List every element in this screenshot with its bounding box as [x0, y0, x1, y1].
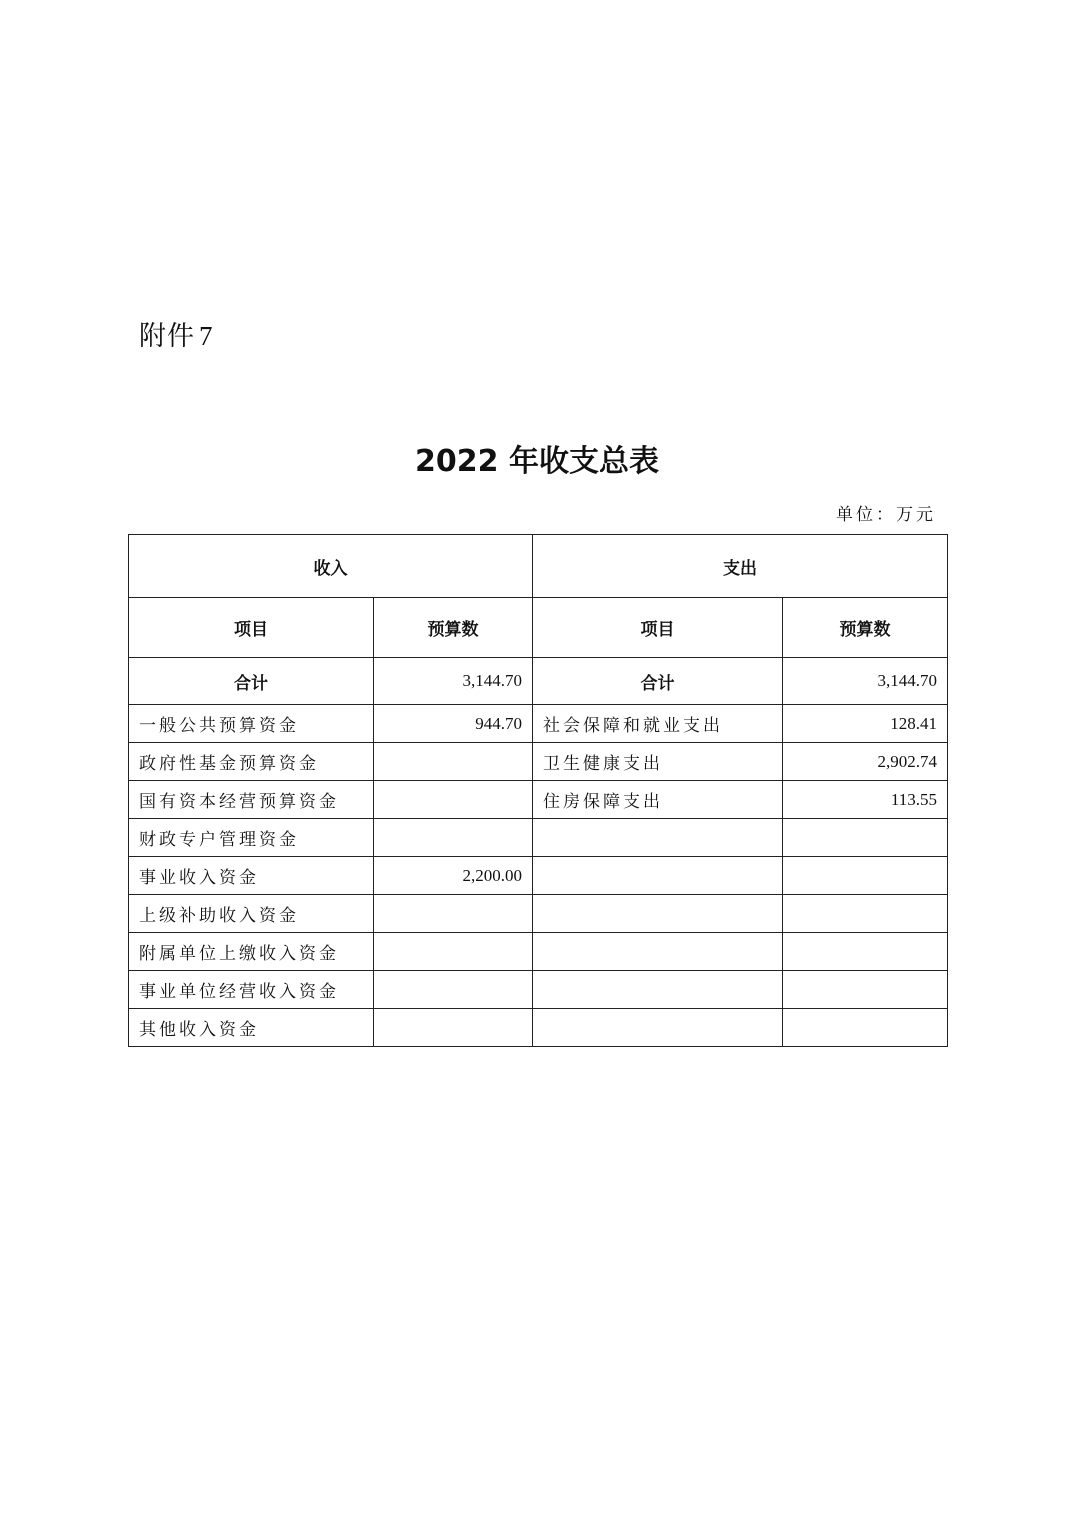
expense-item-cell [533, 933, 783, 971]
expense-item-cell: 住房保障支出 [533, 781, 783, 819]
unit-label: 单位：万元 [836, 505, 936, 525]
income-budget-header: 预算数 [374, 598, 533, 658]
income-value-cell: 2,200.00 [374, 857, 533, 895]
column-header-row [129, 598, 948, 658]
table-row [129, 743, 948, 781]
income-item-header: 项目 [129, 598, 374, 658]
table-row [129, 895, 948, 933]
income-value-cell [374, 781, 533, 819]
expense-value-cell [783, 933, 948, 971]
income-item-cell: 其他收入资金 [129, 1009, 374, 1047]
expense-value-cell: 113.55 [783, 781, 948, 819]
expense-item-cell [533, 819, 783, 857]
income-item-cell: 财政专户管理资金 [129, 819, 374, 857]
document-title: 2022 年收支总表 [415, 444, 659, 479]
income-total-label: 合计 [129, 658, 374, 705]
expense-item-cell [533, 895, 783, 933]
income-total-value: 3,144.70 [374, 658, 533, 705]
income-value-cell: 944.70 [374, 705, 533, 743]
income-value-cell [374, 819, 533, 857]
table-row [129, 933, 948, 971]
income-header: 收入 [129, 535, 533, 598]
table-row [129, 971, 948, 1009]
table-row [129, 819, 948, 857]
attachment-label [139, 314, 214, 353]
income-value-cell [374, 743, 533, 781]
expense-item-cell [533, 1009, 783, 1047]
expense-item-header: 项目 [533, 598, 783, 658]
expense-item-cell: 卫生健康支出 [533, 743, 783, 781]
expense-total-label: 合计 [533, 658, 783, 705]
income-value-cell [374, 1009, 533, 1047]
income-item-cell: 一般公共预算资金 [129, 705, 374, 743]
income-expense-summary-table [128, 534, 948, 1047]
total-row [129, 658, 948, 705]
income-item-cell: 国有资本经营预算资金 [129, 781, 374, 819]
income-value-cell [374, 971, 533, 1009]
expense-value-cell [783, 857, 948, 895]
attachment-number: 7 [199, 321, 214, 351]
table-row [129, 1009, 948, 1047]
income-value-cell [374, 895, 533, 933]
table-row [129, 705, 948, 743]
expense-value-cell [783, 1009, 948, 1047]
expense-header: 支出 [533, 535, 948, 598]
expense-item-cell: 社会保障和就业支出 [533, 705, 783, 743]
expense-total-value: 3,144.70 [783, 658, 948, 705]
income-item-cell: 上级补助收入资金 [129, 895, 374, 933]
section-header-row [129, 535, 948, 598]
expense-value-cell: 128.41 [783, 705, 948, 743]
income-item-cell: 事业单位经营收入资金 [129, 971, 374, 1009]
expense-value-cell [783, 895, 948, 933]
expense-budget-header: 预算数 [783, 598, 948, 658]
expense-value-cell [783, 819, 948, 857]
table-row [129, 781, 948, 819]
table-row [129, 857, 948, 895]
attachment-text: 附件 [139, 321, 195, 352]
expense-item-cell [533, 857, 783, 895]
income-value-cell [374, 933, 533, 971]
expense-item-cell [533, 971, 783, 1009]
expense-value-cell [783, 971, 948, 1009]
income-item-cell: 事业收入资金 [129, 857, 374, 895]
income-item-cell: 政府性基金预算资金 [129, 743, 374, 781]
expense-value-cell: 2,902.74 [783, 743, 948, 781]
income-item-cell: 附属单位上缴收入资金 [129, 933, 374, 971]
